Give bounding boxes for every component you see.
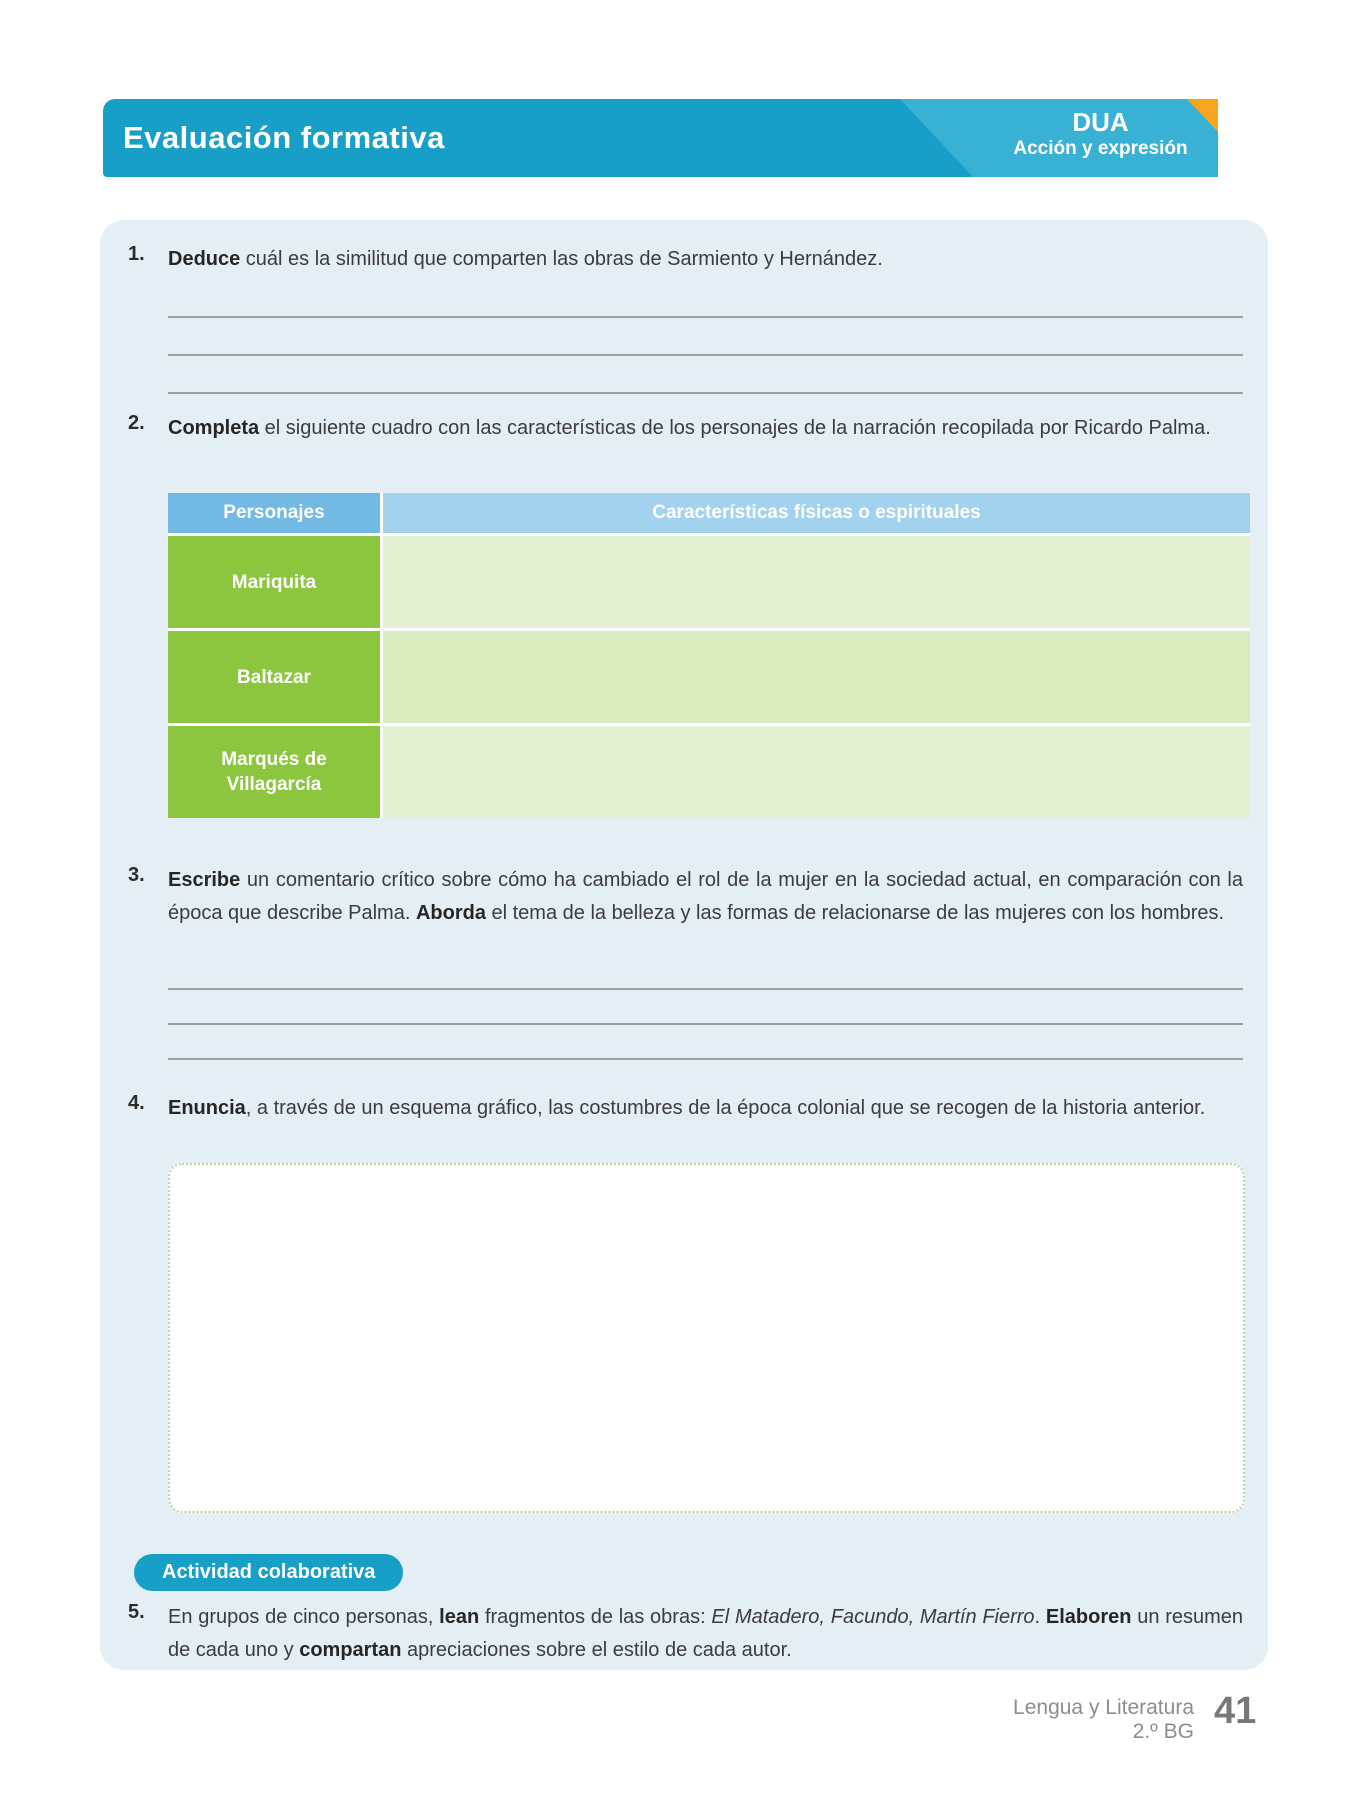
answer-line: [168, 354, 1243, 356]
footer-subject: Lengua y Literatura: [1013, 1696, 1194, 1719]
table-cell-empty: [383, 631, 1250, 723]
dua-label: DUA: [1072, 107, 1129, 137]
table-row-label-marques: Marqués de Villagarcía: [168, 726, 380, 818]
question-1-text: Deduce cuál es la similitud que comparten las obras de Sarmiento y Hernández.: [168, 248, 883, 270]
table-header-personajes: Personajes: [168, 493, 380, 533]
dua-banner: [983, 107, 1218, 161]
answer-line: [168, 1023, 1243, 1025]
question-5-keyword-2: Elaboren: [1045, 1606, 1132, 1628]
section-header-bar: [103, 99, 1218, 177]
question-3-number: 3.: [128, 864, 145, 886]
drawing-area: [168, 1163, 1245, 1513]
question-3-keyword: Escribe: [168, 869, 241, 891]
answer-line: [168, 316, 1243, 318]
question-1-keyword: Deduce: [168, 248, 241, 270]
page-number: 41: [1214, 1690, 1257, 1732]
orange-corner-accent: [1187, 99, 1218, 132]
collaborative-activity-label: Actividad colaborativa: [162, 1561, 376, 1583]
question-2-keyword: Completa: [168, 417, 260, 439]
question-5-keyword-3: compartan: [299, 1639, 402, 1661]
question-4-number: 4.: [128, 1092, 145, 1114]
table-row-label-baltazar: Baltazar: [168, 631, 380, 723]
table-cell-empty: [383, 726, 1250, 818]
question-1-number: 1.: [128, 243, 145, 265]
table-cell-empty: [383, 536, 1250, 628]
question-2-text: Completa el siguiente cuadro con las características de los personajes de la narración recopilada por Ricardo Palma.: [168, 417, 1211, 439]
exercises-panel: [100, 220, 1268, 1670]
question-4-keyword: Enuncia: [168, 1097, 246, 1119]
table-header-caracteristicas: Características físicas o espirituales: [383, 493, 1250, 533]
answer-line: [168, 1058, 1243, 1060]
answer-line: [168, 392, 1243, 394]
dua-sublabel: Acción y expresión: [1013, 138, 1188, 159]
question-5-keyword: lean: [439, 1606, 480, 1628]
footer-book-info: [894, 1696, 1194, 1744]
collaborative-activity-badge: [134, 1554, 403, 1591]
characters-table: [168, 493, 1250, 818]
question-2-number: 2.: [128, 412, 145, 434]
question-5-number: 5.: [128, 1601, 145, 1623]
question-4-text: Enuncia, a través de un esquema gráfico, las costumbres de la época colonial que se recogen de la historia anterior.: [168, 1097, 1206, 1119]
page-title: Evaluación formativa: [123, 120, 445, 155]
question-5-text: En grupos de cinco personas, lean fragmentos de las obras: El Matadero, Facundo, Martín Fierro. Elaboren un resumen de cada uno y compartan apreciaciones sobre el estilo de cada autor.: [168, 1606, 1244, 1661]
table-row-label-mariquita: Mariquita: [168, 536, 380, 628]
footer-grade: 2.º BG: [1132, 1720, 1194, 1743]
answer-line: [168, 988, 1243, 990]
question-3-keyword-2: Aborda: [415, 902, 486, 924]
book-titles: El Matadero, Facundo, Martín Fierro: [711, 1606, 1035, 1628]
question-3-text: Escribe un comentario crítico sobre cómo ha cambiado el rol de la mujer en la sociedad actual, en comparación con la época que describe Palma. Aborda el tema de la belleza y las formas de relacionarse de las mujeres con los hombres.: [168, 869, 1243, 924]
